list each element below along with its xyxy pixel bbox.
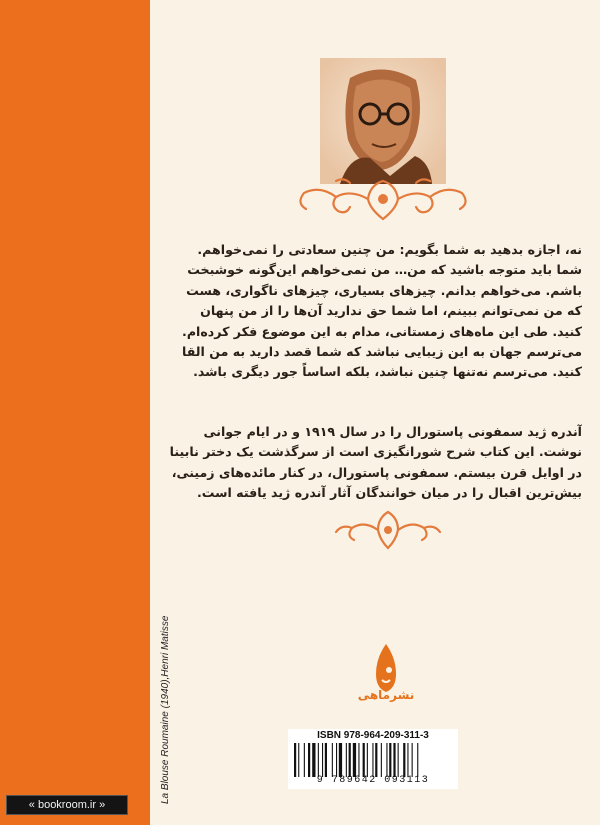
quote-line: نه، اجازه بدهید به شما بگویم: من چنین سعادتی را نمی‌خواهم. <box>197 242 582 257</box>
isbn-label: ISBN 978-964-209-311-3 <box>317 730 429 741</box>
quote-line: کنید. می‌ترسم نه‌تنها چنین نباشد، بلکه اساساً جور دیگری باشد. <box>193 364 582 380</box>
bookroom-watermark: « bookroom.ir » <box>6 795 128 815</box>
book-description <box>160 422 582 504</box>
back-cover-quote <box>160 240 582 383</box>
author-portrait-photo <box>320 58 446 184</box>
ornament-portrait-bottom-icon <box>290 175 476 225</box>
isbn-barcode-block <box>288 729 458 789</box>
publisher-name: نشرماهی <box>357 688 415 702</box>
barcode-digits: 9 789642 093113 <box>316 775 430 786</box>
description-line: آندره ژید سمفونی پاستورال را در سال ۱۹۱۹ و در ایام جوانی <box>203 424 582 439</box>
description-line: بیش‌ترین اقبال را در میان خوانندگان آثار آندره ژید یافته است. <box>196 485 582 501</box>
quote-line: که من نمی‌توانم ببینم، اما شما حق ندارید آن‌ها را از من پنهان <box>200 303 582 319</box>
description-line: در اوایل قرن بیستم. سمفونی پاستورال، در کنار مائده‌های زمینی، <box>171 464 582 480</box>
barcode-bars-icon <box>294 743 452 777</box>
quote-line: می‌ترسم جهان به این زیبایی نباشد که شما قصد دارید به من القا <box>182 343 582 359</box>
quote-line: شما باید متوجه باشید که من… من نمی‌خواهم این‌گونه خوشبخت <box>187 262 582 278</box>
back-cover-spine-strip <box>0 0 150 825</box>
cover-art-credit: La Blouse Roumaine (1940),Henri Matisse <box>160 615 171 804</box>
mahi-fish-logo-icon <box>346 640 426 720</box>
author-portrait <box>320 58 446 184</box>
quote-line: باشم. می‌خواهم بدانم. چیزهای بسیاری، چیزهای ناگواری، هست <box>186 282 582 298</box>
ornament-divider-icon <box>330 508 446 554</box>
quote-line: کنید. طی این ماه‌های زمستانی، مدام به این موضوع فکر کرده‌ام. <box>182 323 582 339</box>
description-line: نوشت. این کتاب شرح شورانگیزی است از سرگذشت یک دختر نابینا <box>169 444 582 460</box>
